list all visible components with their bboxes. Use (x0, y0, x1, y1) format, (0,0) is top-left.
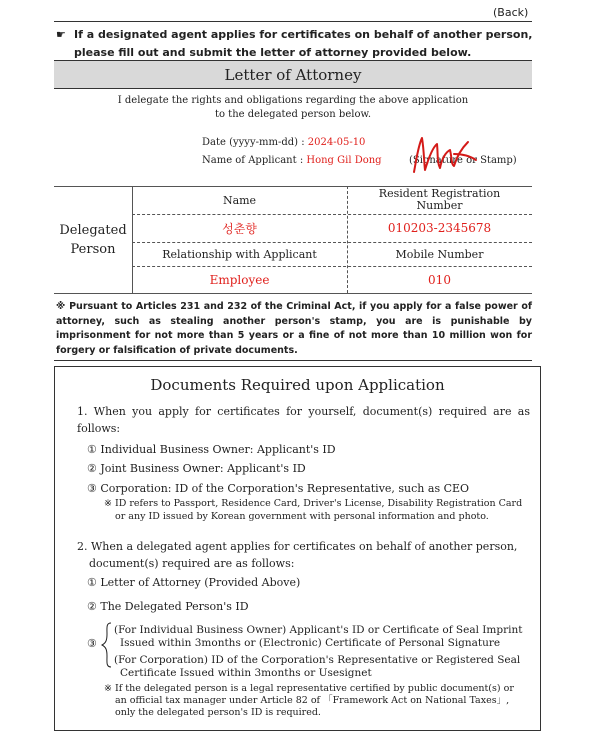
handwritten-signature (410, 132, 478, 176)
instruction-bullet-icon: ☛ (56, 28, 66, 41)
relationship-header: Relationship with Applicant (162, 247, 317, 261)
rrn-header-line-1: Resident Registration (378, 187, 501, 200)
section-2-note-line-3: only the delegated person's ID is required. (115, 707, 321, 718)
section-2-item-3b-line-1: (For Corporation) ID of the Corporation's Representative or Registered Seal (114, 654, 521, 666)
section-2-item-3a (114, 624, 522, 650)
top-rule (54, 21, 532, 22)
section-1-item-2: ② Joint Business Owner: Applicant's ID (87, 462, 306, 475)
section-2-intro (77, 538, 530, 572)
date-label: Date (yyyy-mm-dd) : (202, 137, 305, 148)
section-1-intro (77, 403, 530, 437)
section-1-note (104, 498, 522, 523)
section-2-item-2: ② The Delegated Person's ID (87, 600, 249, 613)
section-1-item-1: ① Individual Business Owner: Applicant's ID (87, 443, 336, 456)
documents-title: Documents Required upon Application (150, 376, 445, 394)
signature-label: (Signature or Stamp) (409, 155, 517, 166)
section-1-line-1: 1. When you apply for certificates for yourself, document(s) required are as (77, 405, 530, 418)
applicant-value: Hong Gil Dong (306, 155, 382, 166)
section-2-item-3a-line-1: (For Individual Business Owner) Applicant's ID or Certificate of Seal Imprint (114, 624, 523, 636)
applicant-field (202, 155, 382, 166)
section-1-note-line-1: ※ ID refers to Passport, Residence Card, Driver's License, Disability Registration Card (104, 498, 523, 509)
date-field (202, 137, 365, 148)
instruction-text (74, 27, 544, 61)
criminal-act-warning (56, 300, 532, 344)
rrn-header-line-2: Number (416, 199, 463, 212)
section-2-note-line-2: an official tax manager under Article 82 of 「Framework Act on National Taxes」, (115, 695, 510, 706)
section-2-item-3b (114, 654, 520, 680)
name-header: Name (222, 193, 257, 207)
delegated-name-value: 성춘향 (222, 221, 257, 236)
applicant-label: Name of Applicant : (202, 155, 304, 166)
letter-title: Letter of Attorney (224, 65, 362, 84)
warning-line-3: imprisonment for not more than 5 years or a fine of not more than 10 million won for (56, 330, 532, 341)
delegated-label-line-1: Delegated (59, 222, 127, 238)
warning-line-1: ※ Pursuant to Articles 231 and 232 of the Criminal Act, if you apply for a false power of (56, 301, 532, 312)
instruction-line-2: please fill out and submit the letter of attorney provided below. (74, 46, 472, 59)
section-2-line-1: 2. When a delegated agent applies for certificates on behalf of another person, (77, 540, 518, 553)
warning-line-4: forgery or falsification of private documents. (56, 344, 298, 356)
delegation-line-1: I delegate the rights and obligations regarding the above application (117, 94, 469, 106)
section-2-line-2: document(s) required are as follows: (89, 557, 295, 570)
relationship-value: Employee (209, 272, 270, 287)
section-2-item-3-number: ③ (87, 637, 97, 650)
section-2-note (104, 683, 514, 719)
section-1-line-2: follows: (77, 422, 121, 435)
delegated-person-label (54, 186, 132, 293)
section-1-item-3: ③ Corporation: ID of the Corporation's Representative, such as CEO (87, 482, 470, 495)
mobile-value: 010 (428, 272, 451, 287)
date-value: 2024-05-10 (307, 137, 366, 148)
section-2-item-3a-line-2: Issued within 3months or (Electronic) Certificate of Personal Signature (120, 637, 501, 649)
warning-bottom-rule (54, 360, 532, 361)
section-2-note-line-1: ※ If the delegated person is a legal representative certified by public document(s) or (104, 683, 514, 694)
section-2-item-1: ① Letter of Attorney (Provided Above) (87, 576, 301, 589)
curly-brace-icon (101, 622, 113, 668)
delegated-rrn-value: 010203-2345678 (387, 221, 492, 235)
back-page-label: (Back) (493, 6, 529, 19)
mobile-header: Mobile Number (395, 247, 484, 261)
warning-line-2: attorney, such as stealing another person's stamp, you are is punishable by (56, 315, 532, 327)
instruction-line-1: If a designated agent applies for certificates on behalf of another person, (74, 28, 533, 41)
delegated-label-line-2: Person (70, 241, 116, 257)
section-2-item-3b-line-2: Certificate Issued within 3months or Usesignet (120, 667, 372, 679)
delegation-line-2: to the delegated person below. (214, 108, 372, 120)
table-bottom-rule (54, 293, 532, 294)
rrn-header (347, 186, 532, 214)
section-1-note-line-2: or any ID issued by Korean government with personal information and photo. (115, 510, 489, 522)
